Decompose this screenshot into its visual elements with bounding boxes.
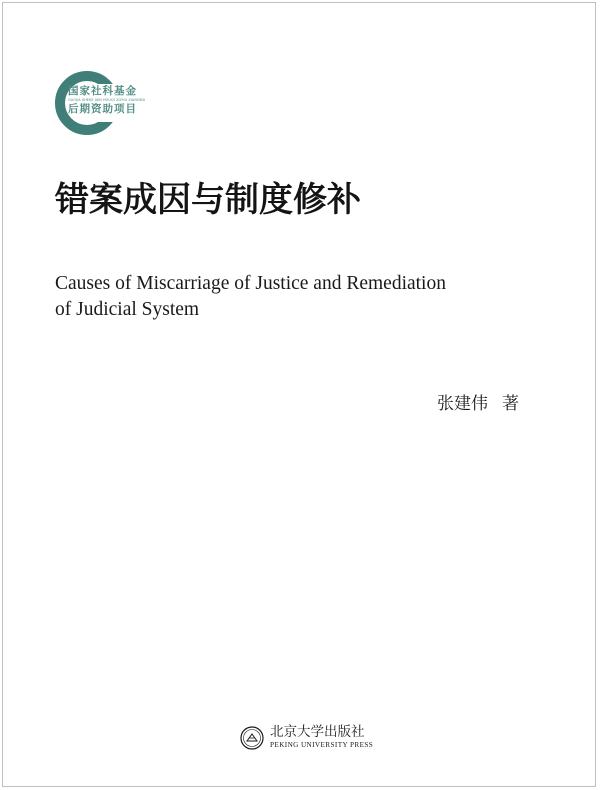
fund-logo bbox=[54, 70, 166, 136]
publisher bbox=[240, 724, 400, 754]
pku-emblem-icon bbox=[240, 726, 264, 750]
author bbox=[437, 392, 519, 416]
book-title-english bbox=[55, 271, 535, 323]
fund-pinyin: GUOJIA SHEKE JIJIN HOUQI ZIZHU XIANGMU bbox=[68, 98, 146, 102]
publisher-name-english: PEKING UNIVERSITY PRESS bbox=[270, 741, 374, 749]
author-name: 张建伟 bbox=[437, 394, 488, 414]
publisher-name: 北京大学出版社 bbox=[270, 724, 365, 740]
fund-name-line1: 国家社科基金 bbox=[68, 85, 137, 97]
fund-name-line2: 后期资助项目 bbox=[68, 103, 137, 115]
fund-logo-text bbox=[68, 85, 166, 115]
book-title-chinese: 错案成因与制度修补 bbox=[55, 180, 361, 220]
title-en-line1: Causes of Miscarriage of Justice and Remediation bbox=[55, 273, 446, 294]
title-en-line2: of Judicial System bbox=[55, 299, 200, 320]
author-role: 著 bbox=[502, 394, 519, 414]
